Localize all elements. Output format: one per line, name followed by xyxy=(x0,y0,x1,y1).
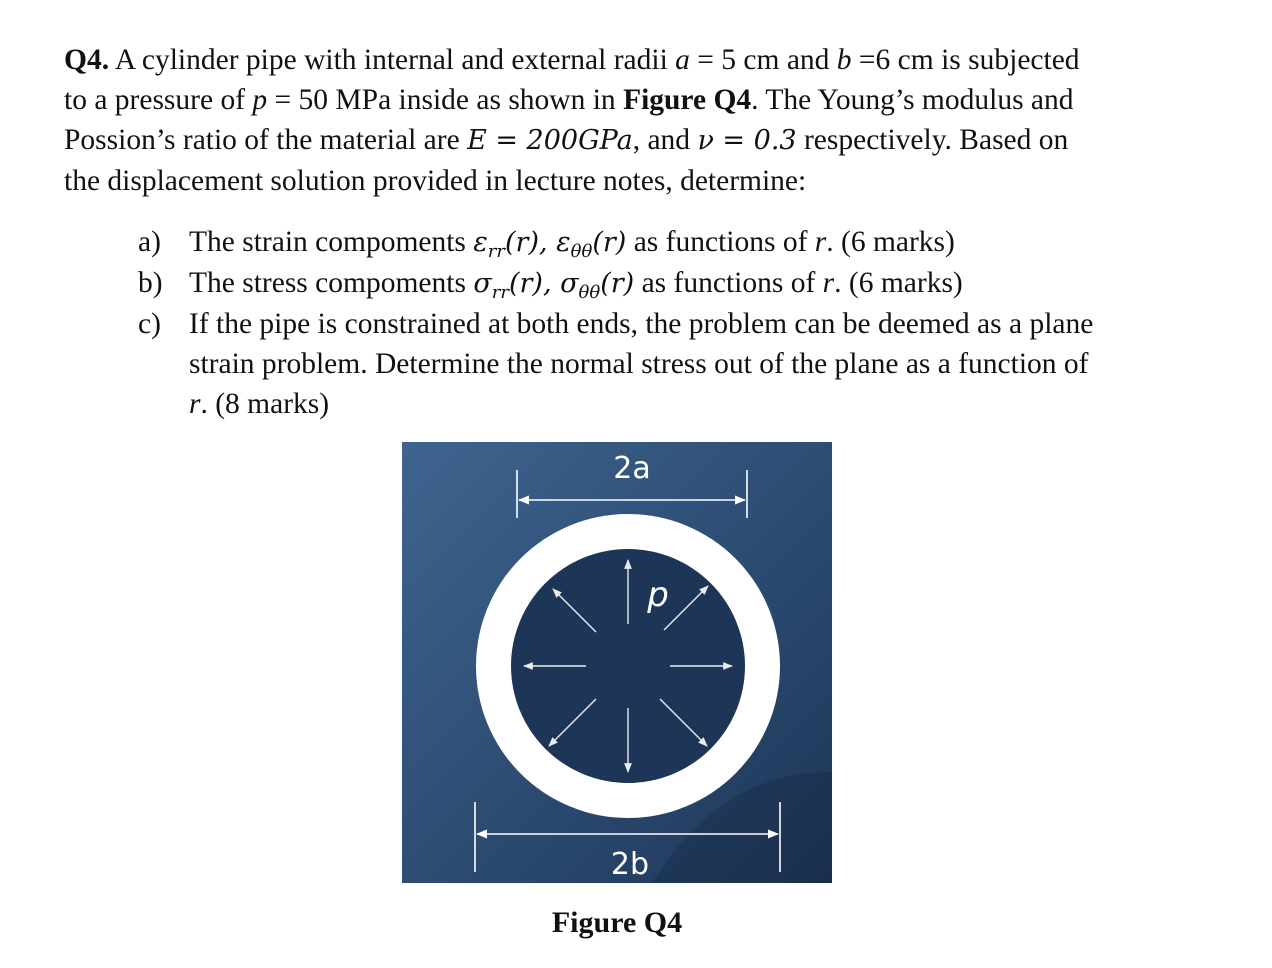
part-a-marker: a) xyxy=(138,226,161,258)
question-line-3: Possion’s ratio of the material are E = 200GPa, and ν = 0.3 respectively. Based on xyxy=(64,124,1069,156)
label-2b: 2b xyxy=(610,847,650,882)
part-b-marker: b) xyxy=(138,267,163,299)
variable-b: b xyxy=(836,44,852,76)
part-a: a) The strain compoments $\varepsilon_{rr}(r)$, $\varepsilon_{\theta\theta}(r)$ as functions of r. (6 marks) xyxy=(138,222,1198,263)
figure-caption: Figure Q4 xyxy=(551,906,683,939)
strain-rr: $\varepsilon_{rr}(r)$, xyxy=(473,227,557,262)
youngs-modulus: E = 200GPa xyxy=(467,125,633,156)
label-pressure-p: p xyxy=(647,575,669,615)
sub-questions xyxy=(138,222,1198,424)
question-text xyxy=(64,40,1204,201)
figure-reference: Figure Q4 xyxy=(623,84,752,116)
stress-rr: $\sigma_{rr}(r)$, xyxy=(473,268,561,303)
poissons-ratio: ν = 0.3 xyxy=(697,125,797,156)
question-line-2: to a pressure of p = 50 MPa inside as shown in Figure Q4. The Young’s modulus and xyxy=(64,84,1074,116)
stress-thetatheta: $\sigma_{\theta\theta}(r)$ xyxy=(560,268,635,303)
variable-a: a xyxy=(675,44,690,76)
question-label: Q4. xyxy=(64,44,110,76)
question-line-4: the displacement solution provided in lecture notes, determine: xyxy=(64,165,807,197)
label-2a: 2a xyxy=(613,451,651,486)
question-line-1: Q4. A cylinder pipe with internal and external radii a = 5 cm and b =6 cm is subjected xyxy=(64,44,1080,76)
part-b: b) The stress compoments $\sigma_{rr}(r)$, $\sigma_{\theta\theta}(r)$ as functions of r. (6 marks) xyxy=(138,263,1198,304)
part-c: c) If the pipe is constrained at both ends, the problem can be deemed as a plane strain problem. Determine the normal stress out of the plane as a function of r. (8 marks) xyxy=(138,304,1198,424)
variable-p: p xyxy=(252,84,268,116)
part-c-marker: c) xyxy=(138,308,161,340)
figure-q4 xyxy=(402,442,832,883)
strain-thetatheta: $\varepsilon_{\theta\theta}(r)$ xyxy=(556,227,627,262)
pipe-diagram xyxy=(402,442,832,883)
